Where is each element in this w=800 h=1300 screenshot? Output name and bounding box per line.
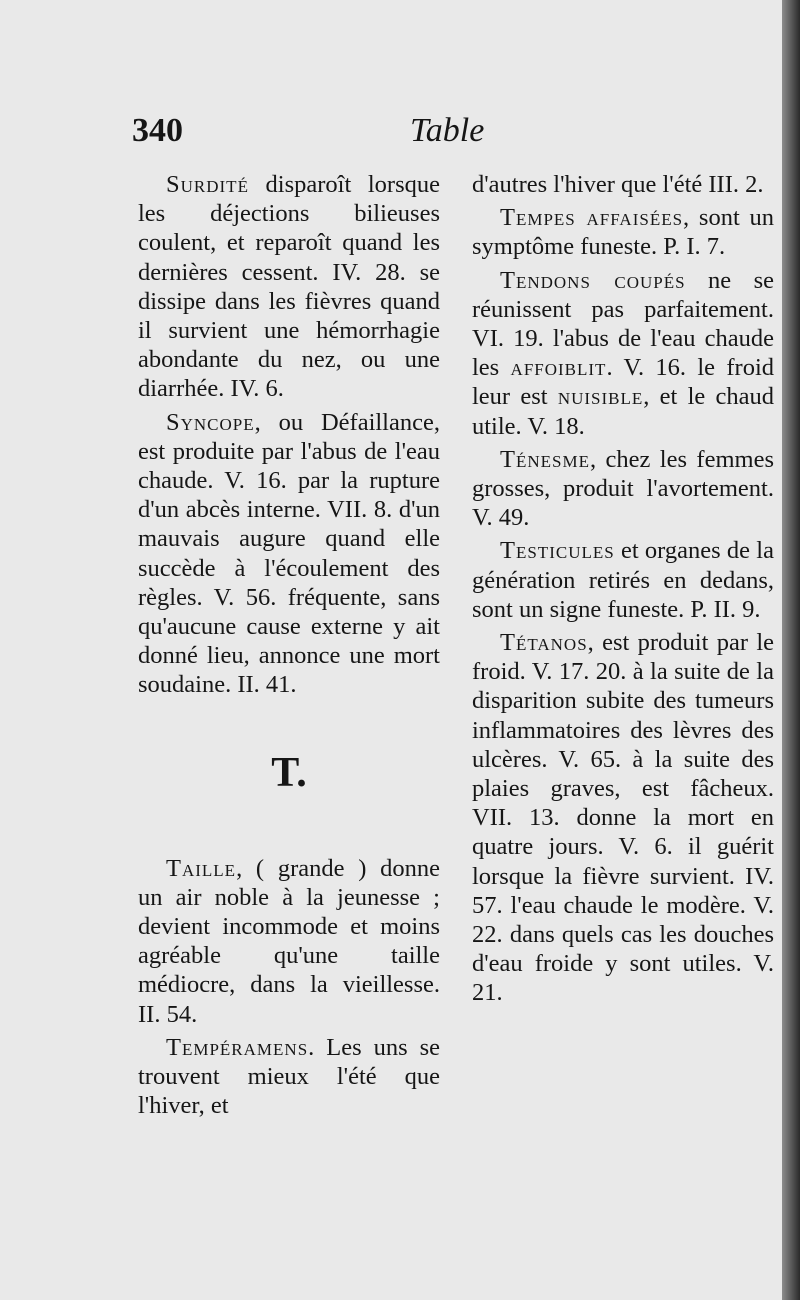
entry-head: Taille xyxy=(166,854,237,882)
index-entry-tendons xyxy=(472,266,774,441)
entry-head: Tempéramens xyxy=(166,1033,309,1061)
running-title: Table xyxy=(410,112,485,149)
entry-text: , ou Défaillance, est produite par l'abus de l'eau chaude. V. 16. par la rupture d'un abcès interne. VII. 8. d'un mauvais augure quand elle succède à l'écoulement des règles. V. 56. fréquente, sans qu'aucune cause externe y ait donné lieu, annonce une mort soudaine. II. 41. xyxy=(138,408,440,699)
page-number: 340 xyxy=(132,112,183,149)
index-entry-temperamens xyxy=(138,1033,440,1121)
entry-keyword: affoiblit xyxy=(510,354,607,382)
entry-text: . Les uns se trouvent mieux l'été que l'hiver, et xyxy=(138,1033,440,1120)
section-letter-heading: T. xyxy=(271,749,307,796)
index-entry-tenesme xyxy=(472,445,774,533)
entry-head: Ténesme xyxy=(500,445,590,473)
entry-text: . V. 16. le froid leur est xyxy=(472,354,775,411)
index-entry-taille xyxy=(138,854,440,1029)
index-entry-tetanos xyxy=(472,628,774,1008)
entry-head: Testicules xyxy=(500,537,615,565)
entry-text: , est produit par le froid. V. 17. 20. à la suite de la disparition subite des tumeurs inflammatoires des lèvres des ulcères. V. 65. à la suite des plaies graves, est fâcheux. VII. 13. donne la mort en quatre jours. V. 6. il guérit lorsque la fièvre survient. IV. 57. l'eau chaude le modère. V. 22. dans quels cas les douches d'eau froide y sont utiles. V. 21. xyxy=(472,629,774,1007)
index-entry-tempes xyxy=(472,203,774,261)
entry-text: et organes de la génération retirés en dedans, sont un signe funeste. P. II. 9. xyxy=(472,537,774,623)
entry-text: ne se réunissent pas parfaitement. VI. 19. l'abus de l'eau chaude les xyxy=(472,266,774,382)
right-column xyxy=(472,170,774,1008)
page-header xyxy=(132,112,772,162)
index-entry-continuation: d'autres l'hiver que l'été III. 2. xyxy=(472,171,764,198)
entry-text: , et le chaud utile. V. 18. xyxy=(472,383,774,440)
entry-text: , ( grande ) donne un air noble à la jeunesse ; devient incommode et moins agréable qu'une taille médiocre, dans la vieillesse. II. 54. xyxy=(138,854,440,1028)
entry-head: Tendons coupés xyxy=(500,266,686,294)
index-entry-testicules xyxy=(472,536,774,624)
left-column xyxy=(138,170,440,1120)
entry-head: Tétanos xyxy=(500,629,588,657)
entry-head: Surdité xyxy=(166,171,249,198)
entry-text: , sont un symptôme funeste. P. I. 7. xyxy=(472,204,774,261)
entry-head: Syncope xyxy=(166,408,255,436)
entry-head: Tempes affaisées xyxy=(500,204,684,232)
index-entry-surdite xyxy=(138,170,440,404)
book-spine-shadow xyxy=(782,0,800,1300)
index-entry-syncope xyxy=(138,408,440,700)
entry-text: , chez les femmes grosses, produit l'avortement. V. 49. xyxy=(472,445,774,532)
entry-keyword: nuisible xyxy=(557,383,644,411)
entry-text: disparoît lorsque les déjections bilieuses coulent, et reparoît quand les dernières cessent. IV. 28. se dissipe dans les fièvres quand il survient une hémorrhagie abondante du nez, ou une diarrhée. IV. 6. xyxy=(138,171,440,403)
